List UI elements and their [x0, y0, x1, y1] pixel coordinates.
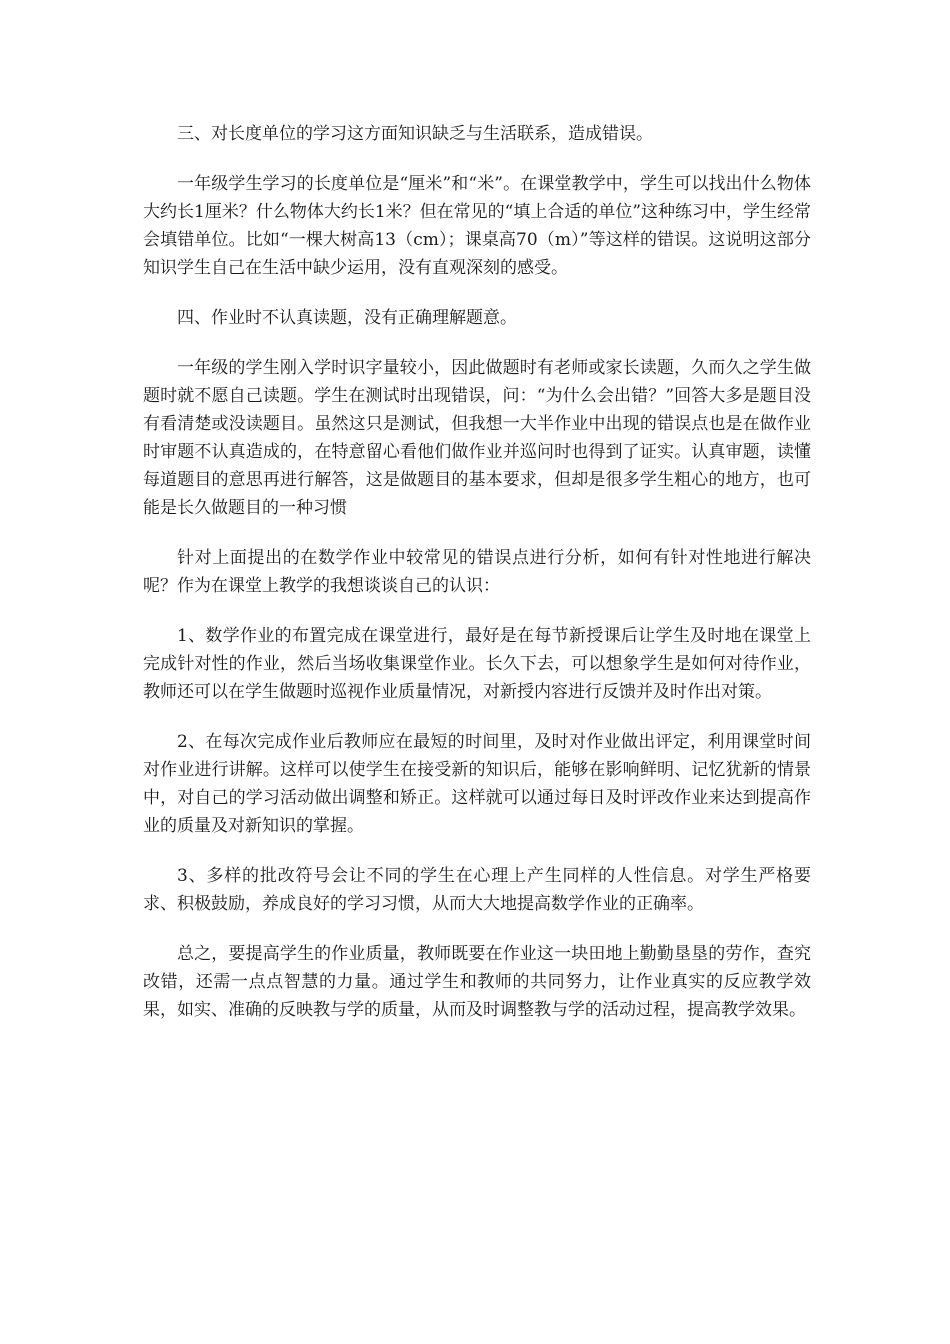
paragraph-point-one: 1、数学作业的布置完成在课堂进行，最好是在每节新授课后让学生及时地在课堂上完成针对性的作业，然后当场收集课堂作业。长久下去，可以想象学生是如何对待作业，教师还可以在学生做题时巡视作业质量情况，对新授内容进行反馈并及时作出对策。	[143, 626, 811, 702]
paragraph-conclusion: 总之，要提高学生的作业质量，教师既要在作业这一块田地上勤勤垦垦的劳作，查究改错，还需一点点智慧的力量。通过学生和教师的共同努力，让作业真实的反应教学效果，如实、准确的反映教与学的质量，从而及时调整教与学的活动过程，提高教学效果。	[143, 944, 811, 1020]
paragraph-reading-questions: 一年级的学生刚入学时识字量较小，因此做题时有老师或家长读题，久而久之学生做题时就不愿自己读题。学生在测试时出现错误，问：“为什么会出错？”回答大多是题目没有看清楚或没读题目。虽然这只是测试，但我想一大半作业中出现的错误点也是在做作业时审题不认真造成的，在特意留心看他们做作业并巡问时也得到了证实。认真审题，读懂每道题目的意思再进行解答，这是做题目的基本要求，但却是很多学生粗心的地方，也可能是长久做题目的一种习惯	[143, 358, 811, 518]
document-body	[143, 120, 811, 1046]
section-heading-three: 三、对长度单位的学习这方面知识缺乏与生活联系，造成错误。	[177, 124, 653, 144]
section-heading-four: 四、作业时不认真读题，没有正确理解题意。	[177, 308, 517, 328]
paragraph-length-units: 一年级学生学习的长度单位是“厘米”和“米”。在课堂教学中，学生可以找出什么物体大约长1厘米？什么物体大约长1米？但在常见的“填上合适的单位”这种练习中，学生经常会填错单位。比如“一棵大树高13（cm）；课桌高70（m）”等这样的错误。这说明这部分知识学生自己在生活中缺少运用，没有直观深刻的感受。	[143, 174, 812, 278]
paragraph-point-two: 2、在每次完成作业后教师应在最短的时间里，及时对作业做出评定，利用课堂时间对作业进行讲解。这样可以使学生在接受新的知识后，能够在影响鲜明、记忆犹新的情景中，对自己的学习活动做出调整和矫正。这样就可以通过每日及时评改作业来达到提高作业的质量及对新知识的掌握。	[143, 732, 811, 836]
paragraph-point-three: 3、多样的批改符号会让不同的学生在心理上产生同样的人性信息。对学生严格要求、积极鼓励，养成良好的学习习惯，从而大大地提高数学作业的正确率。	[143, 866, 811, 914]
paragraph-solutions-intro: 针对上面提出的在数学作业中较常见的错误点进行分析，如何有针对性地进行解决呢？作为在课堂上教学的我想谈谈自己的认识：	[143, 548, 811, 596]
